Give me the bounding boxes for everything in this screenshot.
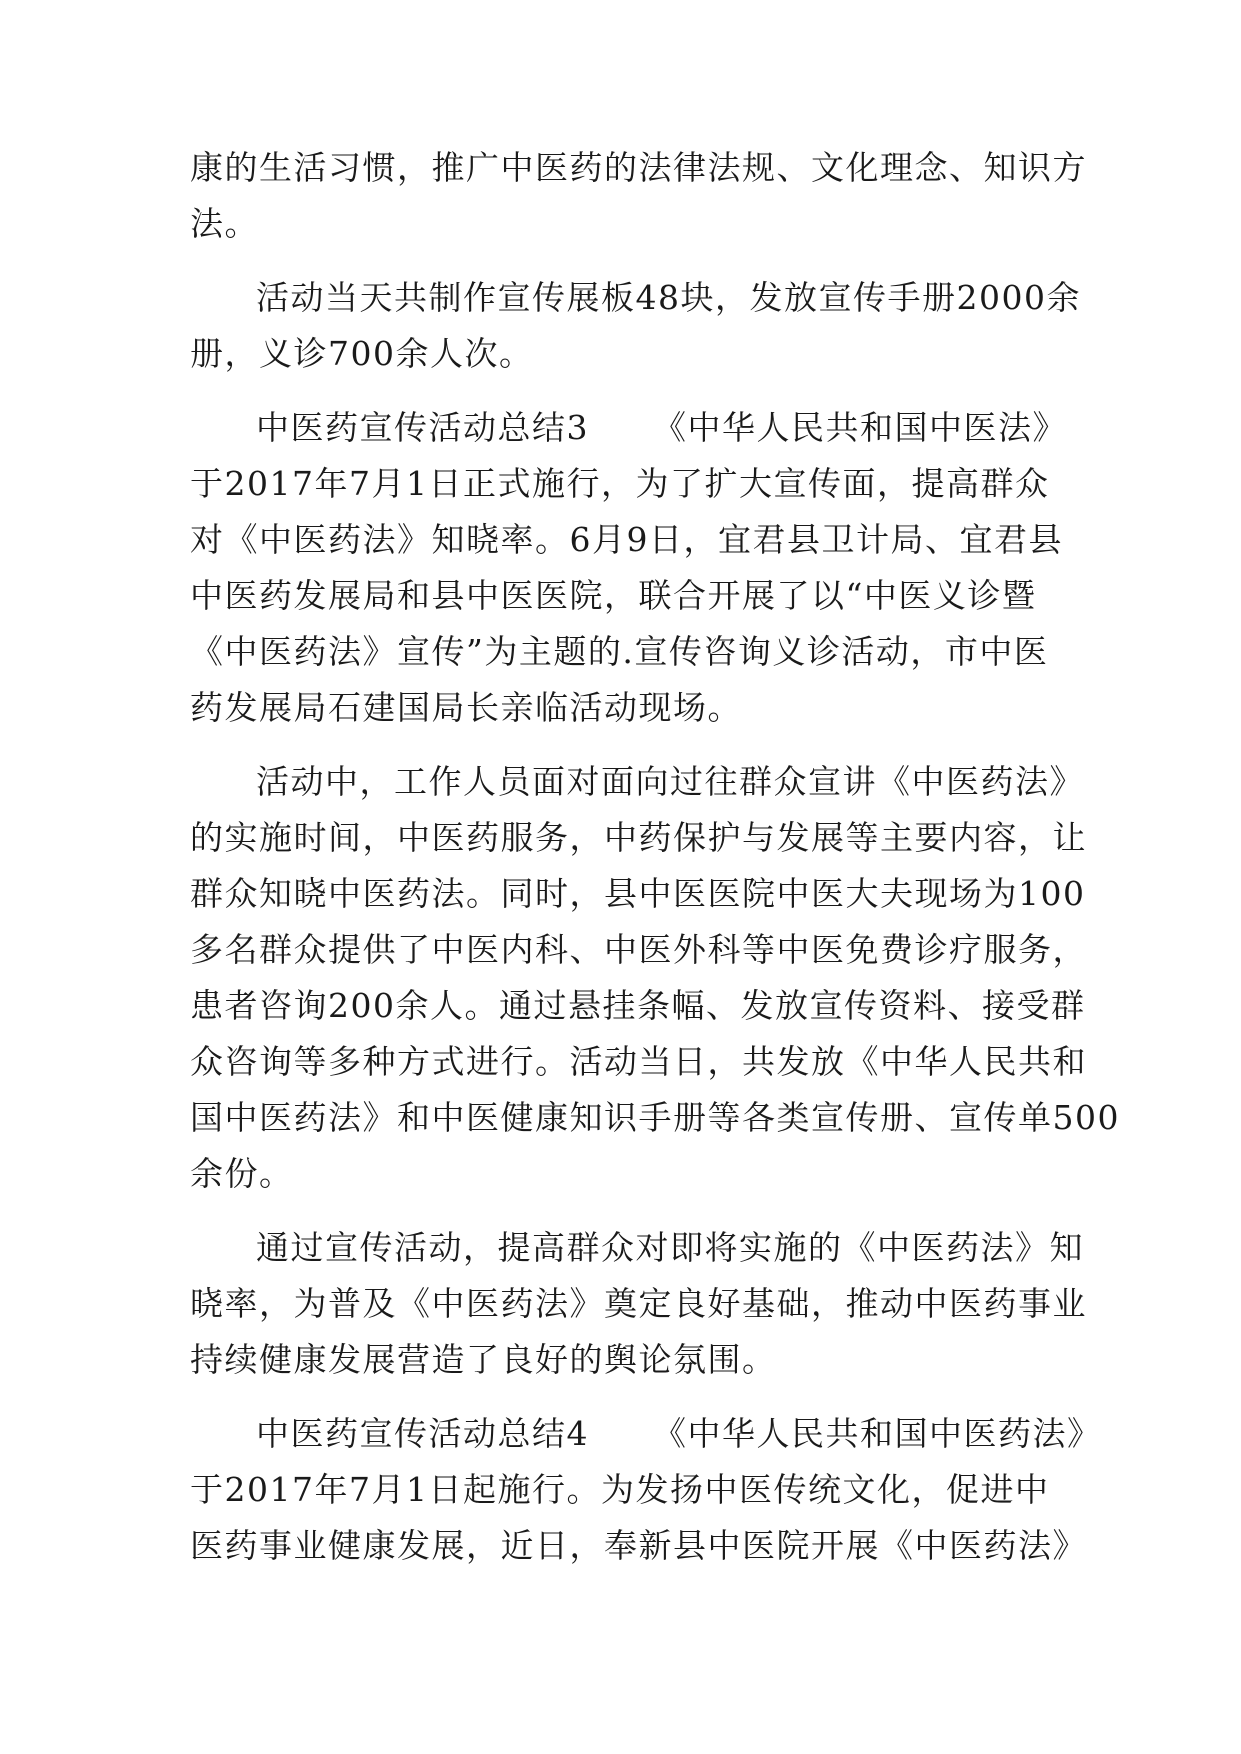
- text-line: 患者咨询200余人。通过悬挂条幅、发放宣传资料、接受群: [190, 986, 1086, 1025]
- paragraph-line: 通过宣传活动，提高群众对即将实施的《中医药法》知: [256, 1228, 1084, 1267]
- text-line: 群众知晓中医药法。同时，县中医医院中医大夫现场为100: [190, 874, 1086, 913]
- paragraph-line: 活动当天共制作宣传展板48块，发放宣传手册2000余: [256, 278, 1081, 317]
- section-heading: 中医药宣传活动总结3: [256, 408, 589, 447]
- section-heading-line: [256, 400, 1070, 456]
- text-line: 于2017年7月1日起施行。为发扬中医传统文化，促进中: [190, 1470, 1050, 1509]
- text-line: 余份。: [190, 1154, 294, 1193]
- text-line: 国中医药法》和中医健康知识手册等各类宣传册、宣传单500: [190, 1098, 1120, 1137]
- text-line: 的实施时间，中医药服务，中药保护与发展等主要内容，让: [190, 818, 1087, 857]
- text-line: 中医药发展局和县中医医院，联合开展了以“中医义诊暨: [190, 576, 1037, 615]
- text-line: 医药事业健康发展，近日，奉新县中医院开展《中医药法》: [190, 1526, 1087, 1565]
- text-line: 康的生活习惯，推广中医药的法律法规、文化理念、知识方: [190, 148, 1087, 187]
- heading-continuation: 《中华人民共和国中医药法》: [653, 1414, 1102, 1453]
- text-line: 晓率，为普及《中医药法》奠定良好基础，推动中医药事业: [190, 1284, 1087, 1323]
- text-line: 多名群众提供了中医内科、中医外科等中医免费诊疗服务，: [190, 930, 1087, 969]
- paragraph-line: 活动中，工作人员面对面向过往群众宣讲《中医药法》: [256, 762, 1084, 801]
- section-heading-line: [256, 1406, 1102, 1462]
- text-line: 册，义诊700余人次。: [190, 334, 534, 373]
- text-line: 《中医药法》宣传”为主题的.宣传咨询义诊活动，市中医: [190, 632, 1049, 671]
- heading-continuation: 《中华人民共和国中医法》: [653, 408, 1067, 447]
- text-line: 于2017年7月1日正式施行，为了扩大宣传面，提高群众: [190, 464, 1050, 503]
- text-line: 药发展局石建国局长亲临活动现场。: [190, 688, 742, 727]
- text-line: 法。: [190, 204, 259, 243]
- text-line: 持续健康发展营造了良好的舆论氛围。: [190, 1340, 777, 1379]
- section-heading: 中医药宣传活动总结4: [256, 1414, 589, 1453]
- text-line: 对《中医药法》知晓率。6月9日，宜君县卫计局、宜君县: [190, 520, 1063, 559]
- text-line: 众咨询等多种方式进行。活动当日，共发放《中华人民共和: [190, 1042, 1087, 1081]
